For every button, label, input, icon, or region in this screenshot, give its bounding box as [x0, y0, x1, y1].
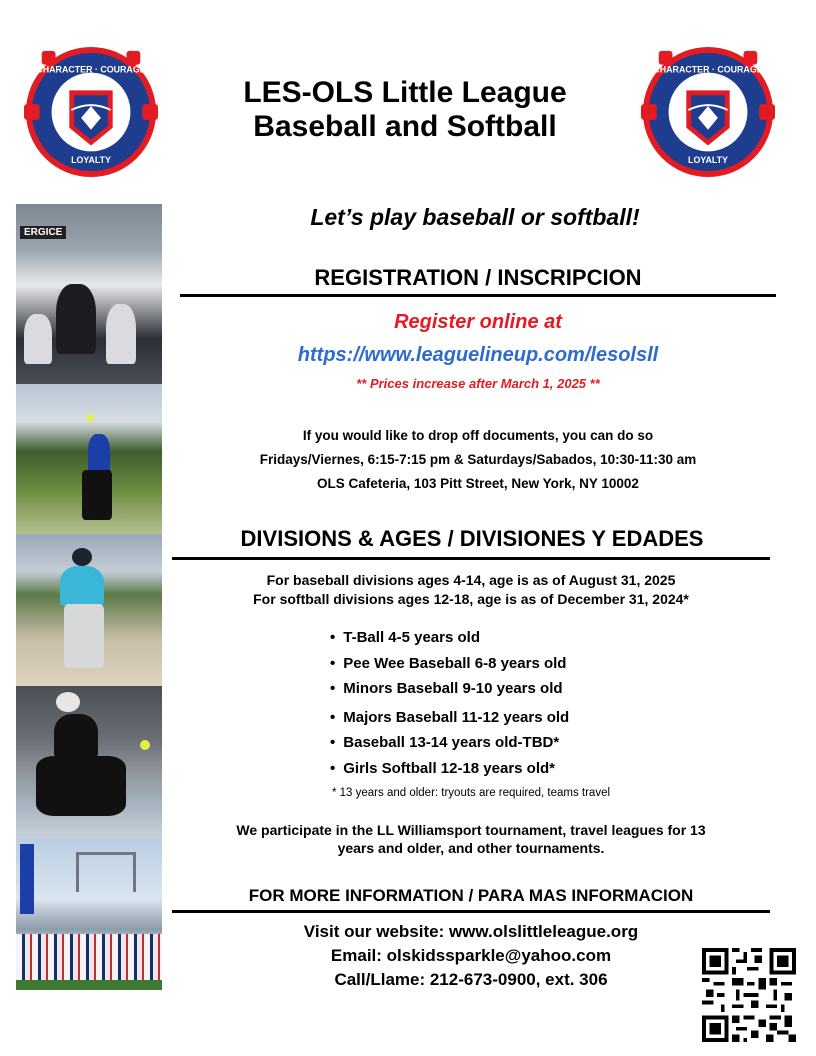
baseball-pitcher-photo — [16, 534, 162, 686]
softball-batter-photo — [16, 686, 162, 838]
division-item: • Pee Wee Baseball 6-8 years old — [330, 651, 569, 677]
participation-line-1: We participate in the LL Williamsport tournament, travel leagues for 13 — [236, 822, 706, 838]
tagline: Let’s play baseball or softball! — [310, 204, 640, 230]
team-photo — [16, 204, 162, 384]
dropoff-line-2: Fridays/Viernes, 6:15-7:15 pm & Saturdays/Sabados, 10:30-11:30 am — [259, 452, 697, 467]
svg-text:LOYALTY: LOYALTY — [71, 155, 111, 166]
info-heading: FOR MORE INFORMATION / PARA MAS INFORMACION — [248, 886, 694, 905]
league-parade-photo — [16, 838, 162, 990]
qr-code[interactable] — [702, 948, 796, 1042]
age-note-baseball: For baseball divisions ages 4-14, age is as of August 31, 2025 — [266, 572, 676, 588]
title-line-1: LES-OLS Little League — [243, 76, 567, 109]
price-note: ** Prices increase after March 1, 2025 ** — [356, 376, 600, 391]
division-item: • T-Ball 4-5 years old — [330, 625, 569, 651]
register-online-text: Register online at — [394, 311, 562, 333]
participation-text — [172, 821, 770, 857]
phone-line[interactable]: Call/Llame: 212-673-0900, ext. 306 — [334, 970, 608, 989]
contact-info — [172, 920, 770, 992]
divisions-divider — [172, 557, 770, 560]
divisions-heading: DIVISIONS & AGES / DIVISIONES Y EDADES — [240, 526, 704, 551]
age-notes — [172, 571, 770, 609]
svg-text:CHARACTER · COURAGE: CHARACTER · COURAGE — [653, 64, 763, 75]
dropoff-line-3: OLS Cafeteria, 103 Pitt Street, New York, NY 10002 — [317, 476, 639, 491]
email-line[interactable]: Email: olskidssparkle@yahoo.com — [330, 946, 612, 965]
age-note-softball: For softball divisions ages 12-18, age is as of December 31, 2024* — [253, 591, 689, 607]
division-item: • Baseball 13-14 years old-TBD* — [330, 730, 569, 756]
little-league-logo — [639, 43, 777, 181]
softball-pitcher-photo — [16, 384, 162, 534]
registration-heading: REGISTRATION / INSCRIPCION — [314, 265, 642, 290]
info-divider — [172, 910, 770, 913]
division-item: • Majors Baseball 11-12 years old — [330, 705, 569, 731]
page-title — [190, 76, 620, 144]
division-item: • Girls Softball 12-18 years old* — [330, 756, 569, 782]
participation-line-2: years and older, and other tournaments. — [337, 840, 605, 856]
little-league-logo — [22, 43, 160, 181]
tryout-footnote: * 13 years and older: tryouts are required, teams travel — [331, 787, 611, 799]
title-line-2: Baseball and Softball — [253, 110, 557, 143]
photo-column — [16, 204, 162, 990]
website-line[interactable]: Visit our website: www.olslittleleague.org — [303, 922, 639, 941]
dropoff-info — [180, 424, 776, 496]
division-item: • Minors Baseball 9-10 years old — [330, 676, 569, 702]
svg-text:CHARACTER · COURAGE: CHARACTER · COURAGE — [36, 64, 146, 75]
photo-banner: ERGICE — [20, 226, 66, 239]
divisions-list — [330, 625, 569, 781]
svg-text:LOYALTY: LOYALTY — [688, 155, 728, 166]
dropoff-line-1: If you would like to drop off documents, you can do so — [302, 428, 654, 443]
registration-link[interactable]: https://www.leaguelineup.com/lesolsll — [297, 344, 659, 366]
registration-divider — [180, 294, 776, 297]
